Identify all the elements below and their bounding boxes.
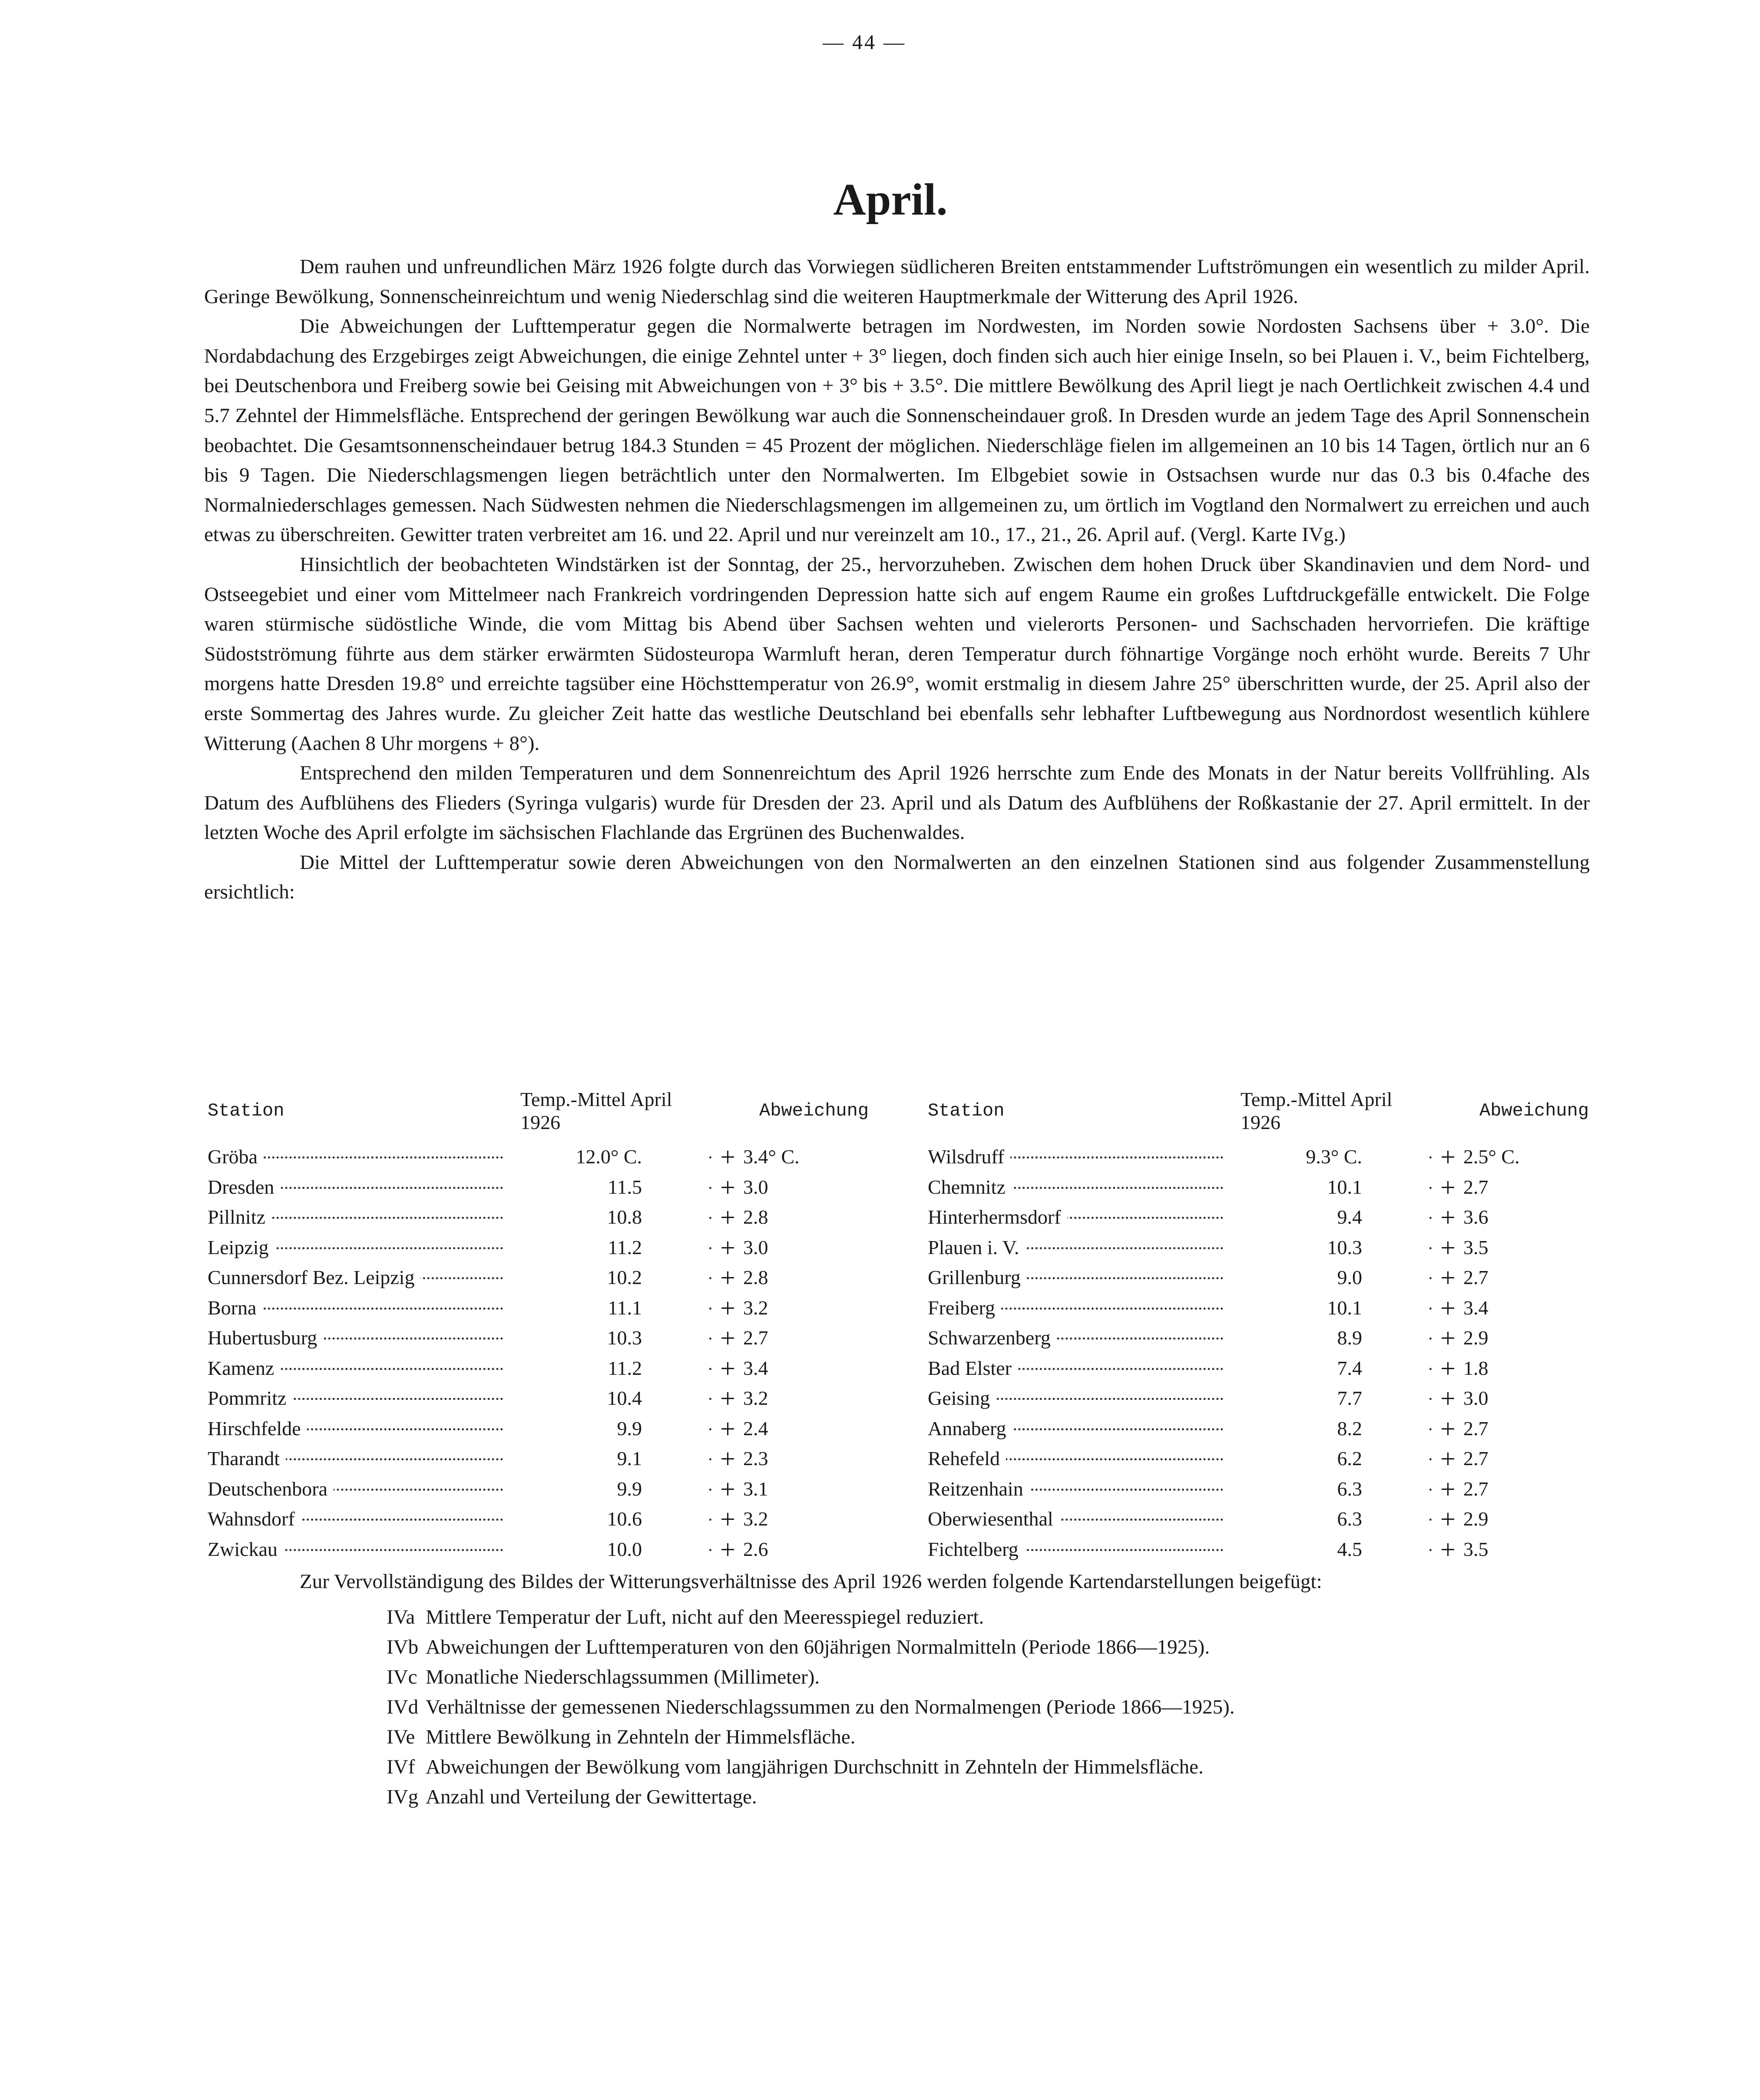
deviation-value: 3.2 xyxy=(743,1387,768,1410)
plus-sign: + xyxy=(720,1384,735,1413)
deviation-value: 3.0 xyxy=(1463,1387,1489,1410)
station-cell xyxy=(928,1232,1241,1263)
temp-value: 10.3 xyxy=(1327,1236,1362,1258)
table-row xyxy=(208,1443,877,1474)
deviation-cell xyxy=(707,1172,877,1202)
deviation-value: 3.6 xyxy=(1463,1206,1489,1228)
maps-intro: Zur Vervollständigung des Bildes der Witterungsverhältnisse des April 1926 werden folgende Kartendarstellungen beigefügt: xyxy=(300,1570,1322,1593)
deviation-cell xyxy=(707,1504,877,1534)
map-description: Abweichungen der Lufttemperaturen von den 60jährigen Normalmitteln (Periode 1866—1925). xyxy=(426,1636,1210,1658)
leader-dots xyxy=(707,1277,711,1279)
deviation-value: 2.5° C. xyxy=(1463,1146,1520,1168)
deviation-value: 2.3 xyxy=(743,1447,768,1470)
temp-value: 10.1 xyxy=(1327,1175,1362,1198)
plus-sign: + xyxy=(720,1354,735,1383)
table-body-right xyxy=(928,1142,1597,1564)
leader-dots xyxy=(707,1308,711,1310)
station-name: Geising xyxy=(928,1387,996,1409)
header-deviation: Abweichung xyxy=(759,1100,869,1121)
station-name: Hinterhermsdorf xyxy=(928,1206,1067,1228)
temp-value: 11.5 xyxy=(608,1175,642,1198)
deviation-cell xyxy=(1427,1232,1597,1263)
map-list-item xyxy=(387,1692,1559,1722)
leader-dots xyxy=(1427,1458,1432,1460)
table-row xyxy=(208,1293,877,1323)
map-description: Abweichungen der Bewölkung vom langjährigen Durchschnitt in Zehnteln der Himmelsfläche. xyxy=(426,1756,1204,1778)
table-row xyxy=(208,1323,877,1353)
deviation-value: 3.5 xyxy=(1463,1236,1489,1258)
map-description: Mittlere Temperatur der Luft, nicht auf den Meeresspiegel reduziert. xyxy=(426,1606,984,1628)
station-cell xyxy=(208,1413,520,1444)
temp-value: 11.2 xyxy=(608,1236,642,1258)
leader-dots xyxy=(1427,1489,1432,1491)
temperature-table-right xyxy=(928,1088,1597,1564)
leader-dots xyxy=(1427,1277,1432,1279)
station-name: Pillnitz xyxy=(208,1206,271,1228)
deviation-value: 3.4° C. xyxy=(743,1146,800,1168)
station-cell xyxy=(928,1443,1241,1474)
deviation-cell xyxy=(707,1293,877,1323)
station-name: Bad Elster xyxy=(928,1357,1018,1379)
table-row xyxy=(928,1172,1597,1202)
plus-sign: + xyxy=(1440,1354,1456,1383)
station-name: Rehefeld xyxy=(928,1447,1006,1469)
plus-sign: + xyxy=(1440,1384,1456,1413)
table-row xyxy=(208,1413,877,1444)
station-cell xyxy=(928,1142,1241,1172)
temp-value: 12.0° C. xyxy=(576,1146,642,1168)
deviation-value: 3.0 xyxy=(743,1175,768,1198)
station-cell xyxy=(208,1323,520,1353)
deviation-value: 3.0 xyxy=(743,1236,768,1258)
map-code: IVf xyxy=(387,1756,415,1778)
header-station: Station xyxy=(928,1100,1005,1121)
deviation-value: 2.6 xyxy=(743,1538,768,1560)
plus-sign: + xyxy=(1440,1474,1456,1504)
deviation-cell xyxy=(707,1474,877,1504)
leader-dots xyxy=(1427,1398,1432,1400)
temp-value: 11.1 xyxy=(608,1296,642,1319)
deviation-value: 2.8 xyxy=(743,1206,768,1228)
deviation-value: 3.4 xyxy=(743,1357,768,1379)
header-temp: Temp.-Mittel April 1926 xyxy=(520,1088,672,1133)
station-cell xyxy=(208,1232,520,1263)
deviation-cell xyxy=(1427,1504,1597,1534)
temp-value: 8.9 xyxy=(1337,1327,1362,1349)
leader-dots xyxy=(707,1247,711,1249)
plus-sign: + xyxy=(720,1474,735,1504)
map-list-item xyxy=(387,1782,1559,1812)
table-row xyxy=(928,1142,1597,1172)
station-cell xyxy=(208,1474,520,1504)
table-row xyxy=(928,1202,1597,1232)
plus-sign: + xyxy=(720,1324,735,1353)
table-row xyxy=(208,1172,877,1202)
leader-dots xyxy=(707,1156,711,1159)
table-header-row xyxy=(208,1088,877,1142)
table-row xyxy=(928,1474,1597,1504)
plus-sign: + xyxy=(1440,1142,1456,1172)
station-cell xyxy=(928,1504,1241,1534)
map-code: IVb xyxy=(387,1636,419,1658)
table-row xyxy=(928,1504,1597,1534)
temperature-table-left xyxy=(208,1088,877,1564)
leader-dots xyxy=(1427,1368,1432,1370)
plus-sign: + xyxy=(1440,1535,1456,1564)
leader-dots xyxy=(707,1217,711,1219)
station-name: Wahnsdorf xyxy=(208,1508,301,1530)
plus-sign: + xyxy=(1440,1324,1456,1353)
temp-value: 9.3° C. xyxy=(1306,1146,1362,1168)
deviation-value: 3.2 xyxy=(743,1296,768,1319)
leader-dots xyxy=(707,1337,711,1340)
station-name: Annaberg xyxy=(928,1417,1012,1440)
deviation-cell xyxy=(1427,1202,1597,1232)
map-code: IVd xyxy=(387,1696,419,1718)
plus-sign: + xyxy=(720,1263,735,1293)
temp-value: 9.0 xyxy=(1337,1266,1362,1289)
temp-value: 7.7 xyxy=(1337,1387,1362,1410)
station-name: Grillenburg xyxy=(928,1266,1027,1288)
deviation-cell xyxy=(707,1142,877,1172)
station-name: Gröba xyxy=(208,1146,264,1168)
map-list xyxy=(387,1602,1559,1812)
station-cell xyxy=(208,1353,520,1383)
station-name: Dresden xyxy=(208,1176,280,1198)
leader-dots xyxy=(707,1458,711,1460)
map-description: Monatliche Niederschlagssummen (Millimeter). xyxy=(426,1666,820,1688)
table-row xyxy=(928,1232,1597,1263)
plus-sign: + xyxy=(1440,1263,1456,1293)
deviation-value: 2.9 xyxy=(1463,1508,1489,1530)
temp-value: 7.4 xyxy=(1337,1357,1362,1379)
station-cell xyxy=(928,1323,1241,1353)
station-name: Hubertusburg xyxy=(208,1327,323,1349)
map-description: Mittlere Bewölkung in Zehnteln der Himmelsfläche. xyxy=(426,1726,856,1748)
plus-sign: + xyxy=(1440,1233,1456,1262)
deviation-cell xyxy=(1427,1474,1597,1504)
paragraph: Entsprechend den milden Temperaturen und dem Sonnenreichtum des April 1926 herrschte zum Ende des Monats in der Natur bereits Vollfrühling. Als Datum des Aufblühens des Flieders (Syringa vulgaris) wurde für Dresden der 23. April und als Datum des Aufblühens der Roßkastanie der 27. April ermittelt. In der letzten Woche des April erfolgte im sächsischen Flachlande das Ergrünen des Buchenwaldes. xyxy=(204,762,1590,844)
station-name: Schwarzenberg xyxy=(928,1327,1057,1349)
paragraph: Dem rauhen und unfreundlichen März 1926 folgte durch das Vorwiegen südlicheren Breiten entstammender Luftströmungen ein wesentlich zu milder April. Geringe Bewölkung, Sonnenscheinreichtum und wenig Niederschlag sind die weiteren Hauptmerkmale der Witterung des April 1926. xyxy=(204,255,1590,308)
deviation-cell xyxy=(1427,1443,1597,1474)
table-row xyxy=(208,1202,877,1232)
deviation-cell xyxy=(707,1413,877,1444)
deviation-cell xyxy=(707,1534,877,1565)
station-name: Reitzenhain xyxy=(928,1478,1029,1500)
deviation-cell xyxy=(707,1443,877,1474)
temp-value: 9.1 xyxy=(617,1447,642,1470)
map-description: Verhältnisse der gemessenen Niederschlagssummen zu den Normalmengen (Periode 1866—1925). xyxy=(426,1696,1235,1718)
station-name: Leipzig xyxy=(208,1236,275,1258)
station-cell xyxy=(208,1534,520,1565)
temp-value: 10.8 xyxy=(607,1206,642,1228)
deviation-cell xyxy=(1427,1293,1597,1323)
table-row xyxy=(208,1383,877,1413)
temp-value: 10.6 xyxy=(607,1508,642,1530)
plus-sign: + xyxy=(720,1142,735,1172)
map-code: IVg xyxy=(387,1786,419,1808)
deviation-value: 2.9 xyxy=(1463,1327,1489,1349)
station-name: Deutschenbora xyxy=(208,1478,334,1500)
deviation-value: 3.2 xyxy=(743,1508,768,1530)
deviation-cell xyxy=(1427,1142,1597,1172)
map-list-item xyxy=(387,1662,1559,1692)
station-cell xyxy=(928,1413,1241,1444)
deviation-cell xyxy=(1427,1323,1597,1353)
table-row xyxy=(928,1413,1597,1444)
station-name: Tharandt xyxy=(208,1447,286,1469)
station-cell xyxy=(208,1443,520,1474)
leader-dots xyxy=(707,1549,711,1551)
plus-sign: + xyxy=(1440,1172,1456,1202)
temp-value: 9.9 xyxy=(617,1477,642,1500)
deviation-value: 2.7 xyxy=(1463,1447,1489,1470)
leader-dots xyxy=(1427,1187,1432,1189)
station-name: Hirschfelde xyxy=(208,1417,307,1440)
station-cell xyxy=(928,1474,1241,1504)
map-list-item xyxy=(387,1722,1559,1752)
temp-value: 10.3 xyxy=(607,1327,642,1349)
map-description: Anzahl und Verteilung der Gewittertage. xyxy=(426,1786,757,1808)
leader-dots xyxy=(707,1368,711,1370)
leader-dots xyxy=(707,1519,711,1521)
plus-sign: + xyxy=(1440,1203,1456,1232)
deviation-cell xyxy=(1427,1383,1597,1413)
leader-dots xyxy=(707,1489,711,1491)
deviation-value: 2.7 xyxy=(1463,1477,1489,1500)
leader-dots xyxy=(707,1187,711,1189)
deviation-cell xyxy=(707,1202,877,1232)
map-list-item xyxy=(387,1632,1559,1662)
leader-dots xyxy=(707,1428,711,1430)
deviation-cell xyxy=(707,1383,877,1413)
leader-dots xyxy=(1427,1519,1432,1521)
page-title: April. xyxy=(833,175,948,225)
station-name: Oberwiesenthal xyxy=(928,1508,1059,1530)
table-row xyxy=(928,1534,1597,1565)
map-code: IVe xyxy=(387,1726,415,1748)
plus-sign: + xyxy=(720,1414,735,1443)
table-row xyxy=(208,1142,877,1172)
temp-value: 10.1 xyxy=(1327,1296,1362,1319)
temp-value: 10.0 xyxy=(607,1538,642,1560)
deviation-value: 2.8 xyxy=(743,1266,768,1289)
temp-value: 8.2 xyxy=(1337,1417,1362,1440)
station-cell xyxy=(208,1172,520,1202)
station-cell xyxy=(928,1202,1241,1232)
map-code: IVc xyxy=(387,1666,417,1688)
leader-dots xyxy=(1427,1217,1432,1219)
deviation-value: 2.4 xyxy=(743,1417,768,1440)
plus-sign: + xyxy=(1440,1293,1456,1323)
leader-dots xyxy=(1427,1428,1432,1430)
deviation-cell xyxy=(1427,1353,1597,1383)
table-row xyxy=(928,1323,1597,1353)
deviation-value: 3.4 xyxy=(1463,1296,1489,1319)
leader-dots xyxy=(1427,1549,1432,1551)
table-header-row xyxy=(928,1088,1597,1142)
station-name: Cunnersdorf Bez. Leipzig xyxy=(208,1266,420,1288)
page-number: — 44 — xyxy=(823,31,906,54)
header-deviation: Abweichung xyxy=(1479,1100,1589,1121)
table-row xyxy=(928,1443,1597,1474)
table-row xyxy=(208,1353,877,1383)
plus-sign: + xyxy=(720,1535,735,1564)
deviation-cell xyxy=(707,1353,877,1383)
station-name: Chemnitz xyxy=(928,1176,1012,1198)
plus-sign: + xyxy=(720,1293,735,1323)
station-cell xyxy=(928,1534,1241,1565)
deviation-value: 2.7 xyxy=(1463,1175,1489,1198)
station-name: Pommritz xyxy=(208,1387,292,1409)
plus-sign: + xyxy=(720,1444,735,1474)
plus-sign: + xyxy=(720,1233,735,1262)
station-cell xyxy=(928,1383,1241,1413)
header-temp: Temp.-Mittel April 1926 xyxy=(1241,1088,1393,1133)
leader-dots xyxy=(1427,1308,1432,1310)
deviation-cell xyxy=(707,1323,877,1353)
station-cell xyxy=(928,1353,1241,1383)
station-name: Borna xyxy=(208,1297,262,1319)
leader-dots xyxy=(707,1398,711,1400)
deviation-cell xyxy=(1427,1534,1597,1565)
deviation-value: 3.1 xyxy=(743,1477,768,1500)
table-row xyxy=(208,1262,877,1293)
station-name: Kamenz xyxy=(208,1357,280,1379)
leader-dots xyxy=(1427,1337,1432,1340)
deviation-value: 1.8 xyxy=(1463,1357,1489,1379)
table-row xyxy=(208,1474,877,1504)
station-name: Freiberg xyxy=(928,1297,1001,1319)
station-cell xyxy=(928,1293,1241,1323)
station-cell xyxy=(208,1383,520,1413)
plus-sign: + xyxy=(1440,1444,1456,1474)
temp-value: 10.2 xyxy=(607,1266,642,1289)
paragraph: Die Abweichungen der Lufttemperatur gegen die Normalwerte betragen im Nordwesten, im Norden sowie Nordosten Sachsens über + 3.0°. Die Nordabdachung des Erzgebirges zeigt Abweichungen, die einige Zehntel unter + 3° liegen, doch finden sich auch hier einige Inseln, so bei Plauen i. V., beim Fichtelberg, bei Deutschenbora und Freiberg sowie bei Geising mit Abweichungen von + 3° bis + 3.5°. Die mittlere Bewölkung des April liegt je nach Oertlichkeit zwischen 4.4 und 5.7 Zehntel der Himmelsfläche. Entsprechend der geringen Bewölkung war auch die Sonnenscheindauer groß. In Dresden wurde an jedem Tage des April Sonnenschein beobachtet. Die Gesamtsonnenscheindauer betrug 184.3 Stunden = 45 Prozent der möglichen. Niederschläge fielen im allgemeinen an 10 bis 14 Tagen, örtlich nur an 6 bis 9 Tagen. Die Niederschlagsmengen liegen beträchtlich unter den Normalwerten. Im Elbgebiet sowie in Ostsachsen wurde nur das 0.3 bis 0.4fache des Normalniederschlages gemessen. Nach Südwesten nehmen die Niederschlagsmengen im allgemeinen zu, um örtlich im Vogtland den Normalwert zu erreichen und auch etwas zu überschreiten. Gewitter traten verbreitet am 16. und 22. April und nur vereinzelt am 10., 17., 21., 26. April auf. (Vergl. Karte IVg.) xyxy=(204,315,1590,546)
plus-sign: + xyxy=(720,1505,735,1534)
deviation-value: 2.7 xyxy=(1463,1266,1489,1289)
station-cell xyxy=(208,1202,520,1232)
header-station: Station xyxy=(208,1100,285,1121)
map-code: IVa xyxy=(387,1606,415,1628)
station-cell xyxy=(928,1262,1241,1293)
plus-sign: + xyxy=(1440,1505,1456,1534)
deviation-value: 2.7 xyxy=(743,1327,768,1349)
table-row xyxy=(928,1353,1597,1383)
temp-value: 6.3 xyxy=(1337,1477,1362,1500)
station-cell xyxy=(928,1172,1241,1202)
station-name: Fichtelberg xyxy=(928,1538,1025,1560)
temp-value: 9.4 xyxy=(1337,1206,1362,1228)
plus-sign: + xyxy=(1440,1414,1456,1443)
map-list-item xyxy=(387,1752,1559,1782)
table-body-left xyxy=(208,1142,877,1564)
plus-sign: + xyxy=(720,1172,735,1202)
paragraph: Die Mittel der Lufttemperatur sowie deren Abweichungen von den Normalwerten an den einzelnen Stationen sind aus folgender Zusammenstellung ersichtlich: xyxy=(204,851,1590,904)
temp-value: 9.9 xyxy=(617,1417,642,1440)
deviation-value: 2.7 xyxy=(1463,1417,1489,1440)
deviation-value: 3.5 xyxy=(1463,1538,1489,1560)
deviation-cell xyxy=(707,1232,877,1263)
deviation-cell xyxy=(707,1262,877,1293)
temp-value: 6.2 xyxy=(1337,1447,1362,1470)
station-name: Plauen i. V. xyxy=(928,1236,1025,1258)
leader-dots xyxy=(1427,1247,1432,1249)
plus-sign: + xyxy=(720,1203,735,1232)
temp-value: 10.4 xyxy=(607,1387,642,1410)
table-row xyxy=(928,1293,1597,1323)
station-name: Zwickau xyxy=(208,1538,284,1560)
body-text xyxy=(204,252,1590,907)
station-name: Wilsdruff xyxy=(928,1146,1010,1168)
deviation-cell xyxy=(1427,1413,1597,1444)
table-row xyxy=(208,1534,877,1565)
station-cell xyxy=(208,1262,520,1293)
table-row xyxy=(208,1504,877,1534)
deviation-cell xyxy=(1427,1262,1597,1293)
paragraph: Hinsichtlich der beobachteten Windstärken ist der Sonntag, der 25., hervorzuheben. Zwischen dem hohen Druck über Skandinavien und dem Nord- und Ostseegebiet und einer vom Mittelmeer nach Frankreich vordringenden Depression hatte sich auf engem Raume ein großes Luftdruckgefälle entwickelt. Die Folge waren stürmische südöstliche Winde, die vom Mittag bis Abend über Sachsen wehten und vielerorts Personen- und Sachschaden hervorriefen. Die kräftige Südostströmung führte aus dem stärker erwärmten Südosteuropa Warmluft heran, deren Temperatur durch föhnartige Vorgänge noch erhöht wurde. Bereits 7 Uhr morgens hatte Dresden 19.8° und erreichte tagsüber eine Höchsttemperatur von 26.9°, womit erstmalig in diesem Jahre 25° überschritten wurde, der 25. April also der erste Sommertag des Jahres wurde. Zu gleicher Zeit hatte das westliche Deutschland bei ebenfalls sehr lebhafter Luftbewegung aus Nordnordost wesentlich kühlere Witterung (Aachen 8 Uhr morgens + 8°). xyxy=(204,553,1590,755)
station-cell xyxy=(208,1142,520,1172)
table-row xyxy=(208,1232,877,1263)
station-cell xyxy=(208,1504,520,1534)
station-cell xyxy=(208,1293,520,1323)
temp-value: 4.5 xyxy=(1337,1538,1362,1560)
table-row xyxy=(928,1262,1597,1293)
temp-value: 6.3 xyxy=(1337,1508,1362,1530)
table-row xyxy=(928,1383,1597,1413)
temp-value: 11.2 xyxy=(608,1357,642,1379)
leader-dots xyxy=(1427,1156,1432,1159)
map-list-item xyxy=(387,1602,1559,1632)
deviation-cell xyxy=(1427,1172,1597,1202)
